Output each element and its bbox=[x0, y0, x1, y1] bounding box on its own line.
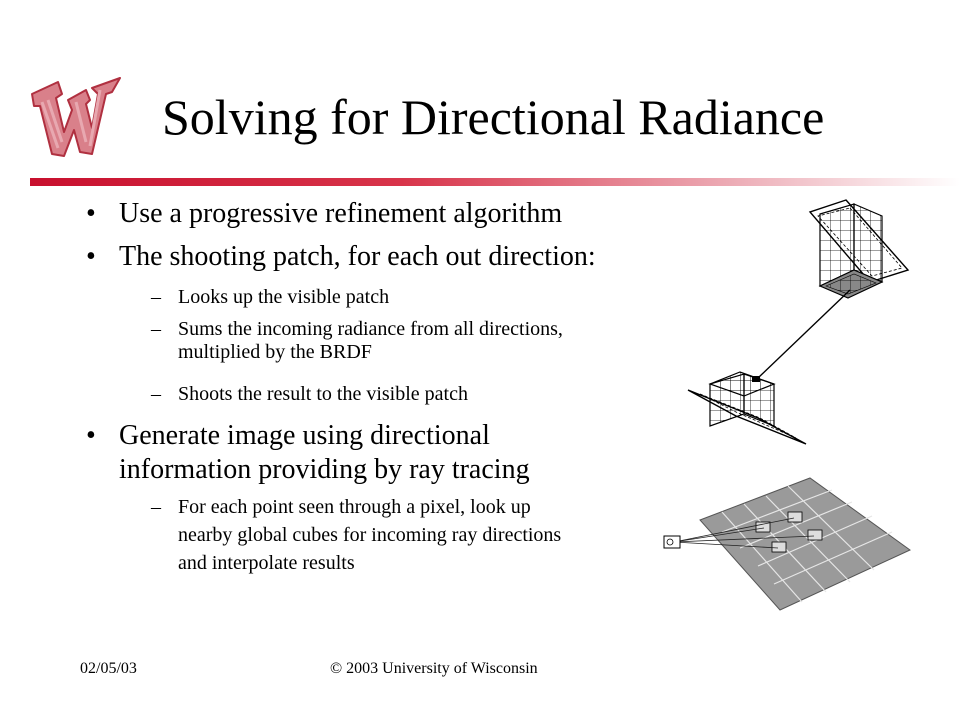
camera-grid-scene-icon bbox=[660, 470, 920, 630]
slide-title: Solving for Directional Radiance bbox=[162, 89, 825, 145]
sub-bullet-text-cont: and interpolate results bbox=[178, 552, 355, 574]
bullet-marker: • bbox=[86, 241, 96, 272]
bullet-text: The shooting patch, for each out direction: bbox=[119, 241, 596, 272]
title-divider bbox=[30, 178, 960, 186]
sub-bullet-marker: – bbox=[151, 496, 161, 518]
sub-bullet-marker: – bbox=[151, 383, 161, 405]
wisconsin-w-logo-icon bbox=[28, 72, 124, 164]
footer-copyright: © 2003 University of Wisconsin bbox=[330, 660, 538, 677]
bullet-text: Generate image using directional bbox=[119, 420, 490, 451]
sub-bullet-text: Looks up the visible patch bbox=[178, 286, 390, 308]
bullet-text: Use a progressive refinement algorithm bbox=[119, 198, 563, 229]
sub-bullet-text: For each point seen through a pixel, look up bbox=[178, 496, 531, 518]
sub-bullet-text-cont: nearby global cubes for incoming ray directions bbox=[178, 524, 562, 546]
footer-date: 02/05/03 bbox=[80, 660, 137, 677]
sub-bullet-marker: – bbox=[151, 286, 161, 308]
sub-bullet-text: Sums the incoming radiance from all directions, bbox=[178, 318, 563, 340]
bullet-text-cont: information providing by ray tracing bbox=[119, 454, 530, 485]
bullet-marker: • bbox=[86, 198, 96, 229]
sub-bullet-text: Shoots the result to the visible patch bbox=[178, 383, 468, 405]
hemicube-diagram-icon bbox=[670, 190, 920, 450]
bullet-marker: • bbox=[86, 420, 96, 451]
sub-bullet-marker: – bbox=[151, 318, 161, 340]
sub-bullet-text-cont: multiplied by the BRDF bbox=[178, 341, 372, 363]
